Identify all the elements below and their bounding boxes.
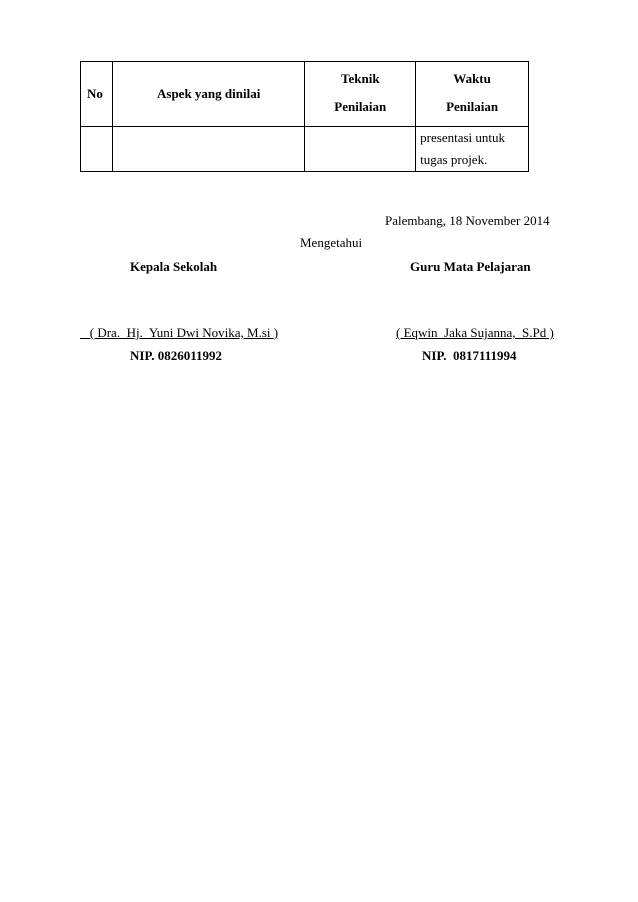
right-signatory-title: Guru Mata Pelajaran bbox=[410, 259, 531, 274]
mengetahui-label: Mengetahui bbox=[300, 235, 363, 250]
header-teknik-line2: Penilaian bbox=[334, 99, 387, 114]
right-signatory-name: ( Eqwin Jaka Sujanna, S.Pd ) bbox=[396, 325, 554, 340]
cell-no bbox=[81, 127, 113, 172]
header-waktu-line1: Waktu bbox=[453, 71, 491, 86]
cell-aspek bbox=[112, 127, 304, 172]
left-signatory-name: ( Dra. Hj. Yuni Dwi Novika, M.si ) bbox=[80, 325, 279, 340]
header-waktu-line2: Penilaian bbox=[446, 99, 499, 114]
header-waktu bbox=[416, 62, 529, 127]
header-no: No bbox=[81, 62, 113, 127]
header-teknik-line1: Teknik bbox=[341, 71, 380, 86]
cell-waktu-line1: presentasi untuk bbox=[420, 130, 506, 145]
table-header-row bbox=[81, 62, 529, 127]
cell-waktu bbox=[416, 127, 529, 172]
cell-waktu-line2: tugas projek. bbox=[420, 152, 488, 167]
cell-teknik bbox=[305, 127, 416, 172]
left-signatory-title: Kepala Sekolah bbox=[130, 259, 218, 274]
header-aspek: Aspek yang dinilai bbox=[112, 62, 304, 127]
left-signatory-nip: NIP. 0826011992 bbox=[130, 348, 222, 363]
header-teknik bbox=[305, 62, 416, 127]
assessment-table bbox=[80, 61, 529, 172]
table-row bbox=[81, 127, 529, 172]
place-date: Palembang, 18 November 2014 bbox=[385, 213, 550, 228]
right-signatory-nip: NIP. 0817111994 bbox=[422, 348, 517, 363]
